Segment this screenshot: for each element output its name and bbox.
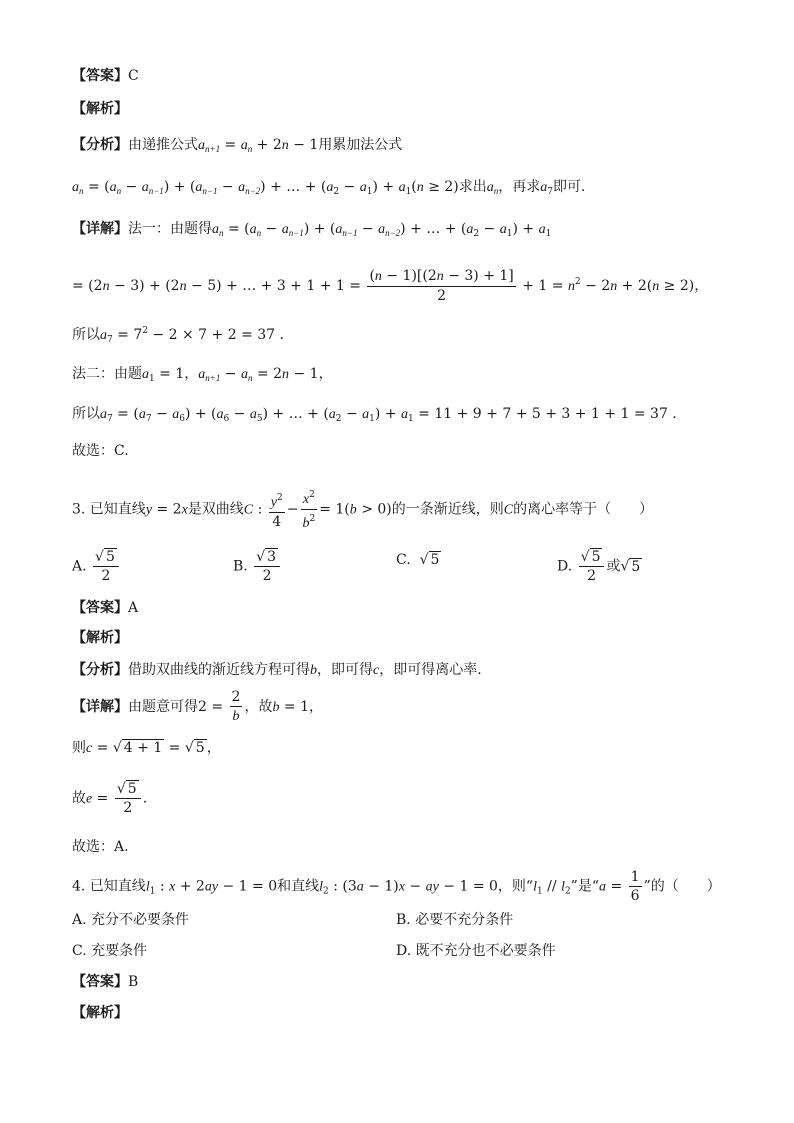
q4-answer: 【答案】B (72, 974, 139, 990)
q4-option-d[interactable]: D. 既不充分也不必要条件 (396, 943, 556, 959)
q3-xiangjie: 【详解】由题意可得2 = $\frac{2}{b}$ ，故b = 1， (72, 689, 324, 724)
a7-line-2: 所以$a_7 = (a_7 - a_6) + (a_6 - a_5)$ + … + $(a_2 - a_1) + a_1 = 11 + 9 + 7 + 5 + 3 + 1 + 1 = 37$ . (72, 406, 677, 424)
q4-option-a[interactable]: A. 充分不必要条件 (72, 912, 190, 928)
sum-formula: = (2n − 3) + (2n − 5) + … + 3 + 1 + 1 = $\frac{(n - 1)[(2n - 3) + 1]}{2}$ + $1 = n^2 - 2n + 2(n \ge 2)$， (72, 268, 709, 304)
q3-analysis-heading: 【解析】 (72, 630, 128, 646)
q3-stem: 3. 已知直线y = 2x是双曲线C : $\frac{y^2}{4}$ − $\frac{x^2}{b^2}$ = 1(b > 0)的一条渐近线，则C的离心率等于（ ） (72, 486, 653, 533)
conclusion-1: 故选：C. (72, 443, 129, 459)
analysis-heading-1: 【解析】 (72, 101, 128, 117)
q3-option-b[interactable]: B. $\frac{√ 3}{2}$ (233, 548, 282, 585)
fenxi-line-1: 【分析】由递推公式$a_{n+1} = a_n + 2n - 1$用累加法公式 (72, 137, 403, 154)
answer-value: C (128, 68, 139, 84)
answer-line-1 (72, 66, 139, 86)
q4-option-b[interactable]: B. 必要不充分条件 (396, 912, 514, 928)
q4-option-c[interactable]: C. 充要条件 (72, 943, 148, 959)
a7-line-1: 所以$a_7 = 7^2 - 2 \times 7 + 2 = 37$ . (72, 326, 284, 345)
q3-c-value: 则c = √ 4 + 1 = √ 5 ， (72, 740, 221, 756)
method2-line: 法二：由题$a_1 = 1$，$a_{n+1} - a_n = 2n - 1$， (72, 366, 333, 384)
q3-answer: 【答案】A (72, 600, 139, 616)
q3-option-c[interactable]: C. √ 5 (396, 552, 440, 568)
q3-option-a[interactable]: A. $\frac{√ 5}{2}$ (72, 548, 121, 585)
q3-e-value: 故e = $\frac{√ 5}{2}$ . (72, 781, 148, 816)
q3-conclusion: 故选：A. (72, 839, 129, 855)
q4-analysis-heading: 【解析】 (72, 1005, 128, 1021)
fenxi-formula: $a_n = (a_n - a_{n-1}) + (a_{n-1} - a_{n-2})$ + … + $(a_2 - a_1) + a_1(n \ge 2)$求出$a_n$，再求$a_7$即可. (72, 179, 586, 197)
q3-option-d[interactable]: D. $\frac{√ 5}{2}$ 或√ 5 (557, 549, 641, 584)
q3-fenxi: 【分析】借助双曲线的渐近线方程可得b，即可得c，即可得离心率. (72, 662, 482, 678)
xiangjie-line-1: 【详解】法一：由题得$a_n = (a_n - a_{n-1}) + (a_{n-1} - a_{n-2})$ + … + $(a_2 - a_1) + a_1$ (72, 221, 552, 239)
answer-label: 【答案】 (72, 68, 128, 84)
q4-stem: 4. 已知直线$l_1$ : x + 2ay − 1 = 0和直线$l_2$ : (3a − 1)x − ay − 1 = 0，则“$l_1 // l_2$”是“a = $\frac{1}{6}$ ”的（ ） (72, 869, 721, 904)
